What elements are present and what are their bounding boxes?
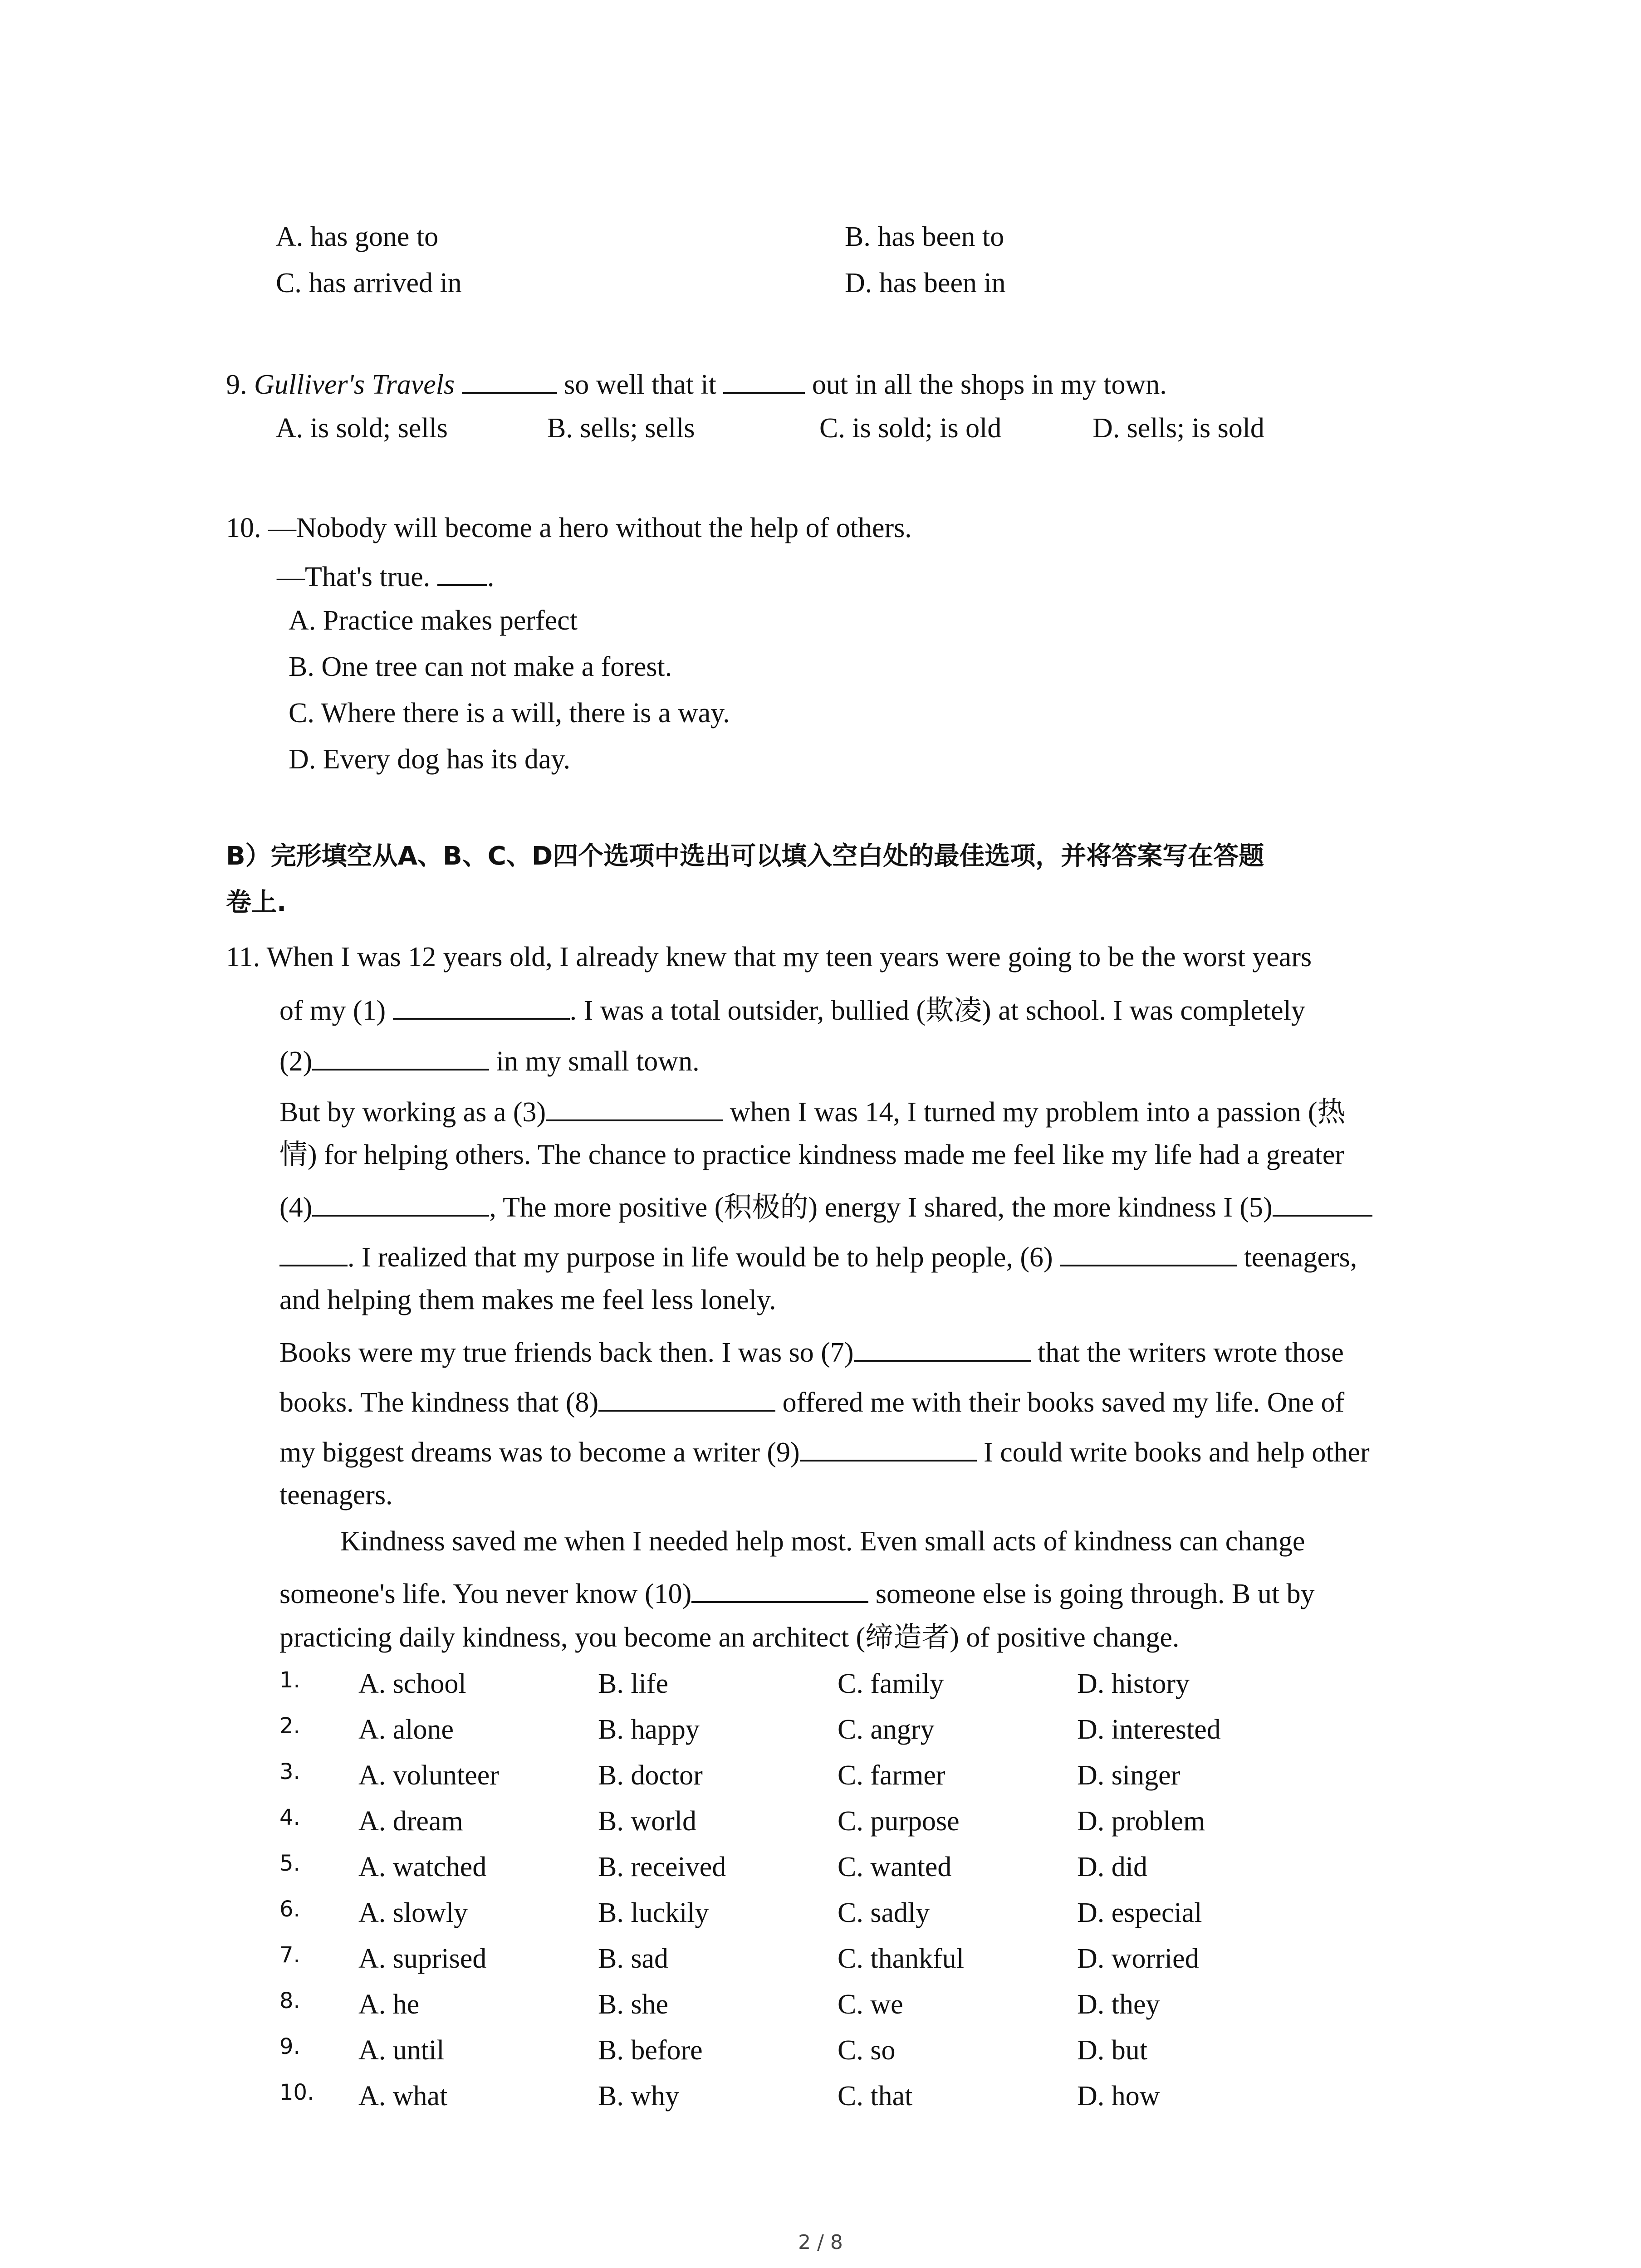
q11-line-5: 情) for helping others. The chance to practice kindness made me feel like my life had a greater xyxy=(279,1139,1345,1170)
choice-option-d: D. history xyxy=(1077,1668,1190,1699)
q11-text: . I was a total outsider, bullied (欺凌) at school. I was completely xyxy=(569,995,1305,1026)
section-b-heading: B）完形填空从A、B、C、D四个选项中选出可以填入空白处的最佳选项，并将答案写在答题 xyxy=(226,841,1264,871)
q11-text: in my small town. xyxy=(489,1046,700,1077)
q9-text-1: so well that it xyxy=(557,369,724,400)
q10-option-d: D. Every dog has its day. xyxy=(289,744,571,775)
blank-8 xyxy=(598,1383,775,1412)
choice-option-b: B. received xyxy=(598,1852,726,1882)
q11-text: teenagers, xyxy=(1237,1242,1357,1273)
q11-text: my biggest dreams was to become a writer (9) xyxy=(279,1437,800,1468)
choice-number: 3. xyxy=(279,1759,300,1784)
q9-text-2: out in all the shops in my town. xyxy=(805,369,1167,400)
q11-text: . I realized that my purpose in life would be to help people, (6) xyxy=(348,1242,1060,1273)
q10-blank xyxy=(437,558,487,586)
blank-4 xyxy=(312,1188,489,1217)
choice-number: 7. xyxy=(279,1942,300,1968)
q11-line-13: Kindness saved me when I needed help most. Even small acts of kindness can change xyxy=(340,1526,1305,1557)
choice-option-c: C. farmer xyxy=(838,1760,945,1791)
q10-stem: 10. —Nobody will become a hero without the help of others. xyxy=(226,513,912,543)
choice-option-c: C. we xyxy=(838,1989,903,2020)
choice-option-d: D. did xyxy=(1077,1852,1147,1882)
choice-option-c: C. angry xyxy=(838,1714,935,1745)
q11-line-15: practicing daily kindness, you become an architect (缔造者) of positive change. xyxy=(279,1622,1180,1653)
choice-option-a: A. he xyxy=(358,1989,420,2020)
section-b-heading-cont: 卷上. xyxy=(226,888,287,917)
q11-line-6 xyxy=(279,1188,1372,1224)
choice-option-d: D. they xyxy=(1077,1989,1160,2020)
q11-text: I could write books and help other xyxy=(976,1437,1370,1468)
q10-reply xyxy=(277,558,494,593)
choice-option-b: B. world xyxy=(598,1806,696,1837)
q9-number: 9. xyxy=(226,369,247,400)
choice-number: 9. xyxy=(279,2034,300,2059)
choice-number: 5. xyxy=(279,1851,300,1876)
q9-option-c: C. is sold; is old xyxy=(819,413,1002,444)
q8-option-a: A. has gone to xyxy=(276,221,439,252)
choice-number: 2. xyxy=(279,1713,300,1739)
q11-line-1: 11. When I was 12 years old, I already knew that my teen years were going to be the worst years xyxy=(226,942,1312,973)
q9-option-b: B. sells; sells xyxy=(547,413,695,444)
choice-option-b: B. life xyxy=(598,1668,668,1699)
q10-option-a: A. Practice makes perfect xyxy=(289,605,578,636)
q11-text: of my (1) xyxy=(279,995,393,1026)
q9-blank-2 xyxy=(723,366,805,394)
choice-option-c: C. family xyxy=(838,1668,944,1699)
q9-option-a: A. is sold; sells xyxy=(276,413,448,444)
choice-number: 8. xyxy=(279,1988,300,2014)
q10-option-c: C. Where there is a will, there is a way. xyxy=(289,698,730,728)
choice-option-b: B. sad xyxy=(598,1943,668,1974)
q11-line-4 xyxy=(279,1093,1346,1129)
choice-option-d: D. worried xyxy=(1077,1943,1199,1974)
q11-line-10 xyxy=(279,1383,1344,1419)
choice-option-d: D. how xyxy=(1077,2081,1160,2112)
blank-3 xyxy=(546,1093,723,1121)
blank-7 xyxy=(854,1334,1031,1362)
choice-option-b: B. luckily xyxy=(598,1897,709,1928)
q11-text: books. The kindness that (8) xyxy=(279,1387,599,1418)
q11-text: someone's life. You never know (10) xyxy=(279,1579,692,1609)
q11-text: when I was 14, I turned my problem into a passion (热 xyxy=(723,1097,1346,1128)
choice-number: 4. xyxy=(279,1805,300,1830)
q10-reply-end: . xyxy=(487,562,495,592)
choice-option-a: A. until xyxy=(358,2035,445,2066)
blank-10 xyxy=(691,1575,868,1603)
choice-option-a: A. volunteer xyxy=(358,1760,499,1791)
choice-option-c: C. wanted xyxy=(838,1852,952,1882)
choice-option-a: A. alone xyxy=(358,1714,454,1745)
choice-option-d: D. interested xyxy=(1077,1714,1221,1745)
q10-reply-text: —That's true. xyxy=(277,562,437,592)
q11-line-7 xyxy=(279,1238,1357,1274)
q11-line-8: and helping them makes me feel less lonely. xyxy=(279,1285,776,1315)
choice-option-d: D. but xyxy=(1077,2035,1147,2066)
choice-option-d: D. singer xyxy=(1077,1760,1181,1791)
choice-option-b: B. doctor xyxy=(598,1760,703,1791)
choice-option-c: C. purpose xyxy=(838,1806,960,1837)
q11-text: offered me with their books saved my life. One of xyxy=(775,1387,1345,1418)
choice-number: 10. xyxy=(279,2080,314,2105)
blank-6 xyxy=(1060,1238,1237,1266)
q9-option-d: D. sells; is sold xyxy=(1092,413,1264,444)
q11-line-2 xyxy=(279,992,1305,1027)
choice-option-b: B. why xyxy=(598,2081,680,2112)
choice-option-b: B. happy xyxy=(598,1714,700,1745)
q9-blank-1 xyxy=(462,366,557,394)
blank-5 xyxy=(1273,1188,1372,1217)
q9-stem xyxy=(226,366,1167,401)
choice-option-c: C. that xyxy=(838,2081,913,2112)
q11-text: (4) xyxy=(279,1192,313,1223)
choice-option-c: C. thankful xyxy=(838,1943,964,1974)
choice-option-a: A. dream xyxy=(358,1806,463,1837)
choice-option-b: B. she xyxy=(598,1989,668,2020)
q11-line-12: teenagers. xyxy=(279,1480,393,1510)
choice-option-c: C. so xyxy=(838,2035,896,2066)
choice-option-a: A. school xyxy=(358,1668,466,1699)
choice-option-a: A. what xyxy=(358,2081,448,2112)
q8-option-d: D. has been in xyxy=(845,268,1006,298)
q9-book-title: Gulliver's Travels xyxy=(254,369,455,400)
q11-text: But by working as a (3) xyxy=(279,1097,546,1128)
q11-line-14 xyxy=(279,1575,1315,1610)
q10-option-b: B. One tree can not make a forest. xyxy=(289,651,672,682)
choice-number: 1. xyxy=(279,1667,300,1693)
q11-text: (2) xyxy=(279,1046,313,1077)
choice-option-a: A. slowly xyxy=(358,1897,468,1928)
q11-text: someone else is going through. B ut by xyxy=(868,1579,1315,1609)
q11-text: that the writers wrote those xyxy=(1030,1337,1344,1368)
choice-option-d: D. problem xyxy=(1077,1806,1205,1837)
q11-line-11 xyxy=(279,1433,1370,1469)
choice-number: 6. xyxy=(279,1897,300,1922)
q11-line-9 xyxy=(279,1334,1344,1369)
choice-option-a: A. suprised xyxy=(358,1943,487,1974)
blank-5-cont xyxy=(279,1238,348,1266)
choice-option-c: C. sadly xyxy=(838,1897,930,1928)
choice-option-d: D. especial xyxy=(1077,1897,1202,1928)
choice-option-a: A. watched xyxy=(358,1852,487,1882)
q8-option-c: C. has arrived in xyxy=(276,268,462,298)
page-number: 2 / 8 xyxy=(798,2231,843,2254)
q8-option-b: B. has been to xyxy=(845,221,1004,252)
choice-option-b: B. before xyxy=(598,2035,703,2066)
blank-2 xyxy=(312,1042,489,1070)
blank-1 xyxy=(393,992,570,1020)
blank-9 xyxy=(800,1433,977,1461)
q11-text: , The more positive (积极的) energy I shared, the more kindness I (5) xyxy=(489,1192,1273,1223)
q11-text: Books were my true friends back then. I was so (7) xyxy=(279,1337,854,1368)
q11-line-3 xyxy=(279,1042,700,1078)
